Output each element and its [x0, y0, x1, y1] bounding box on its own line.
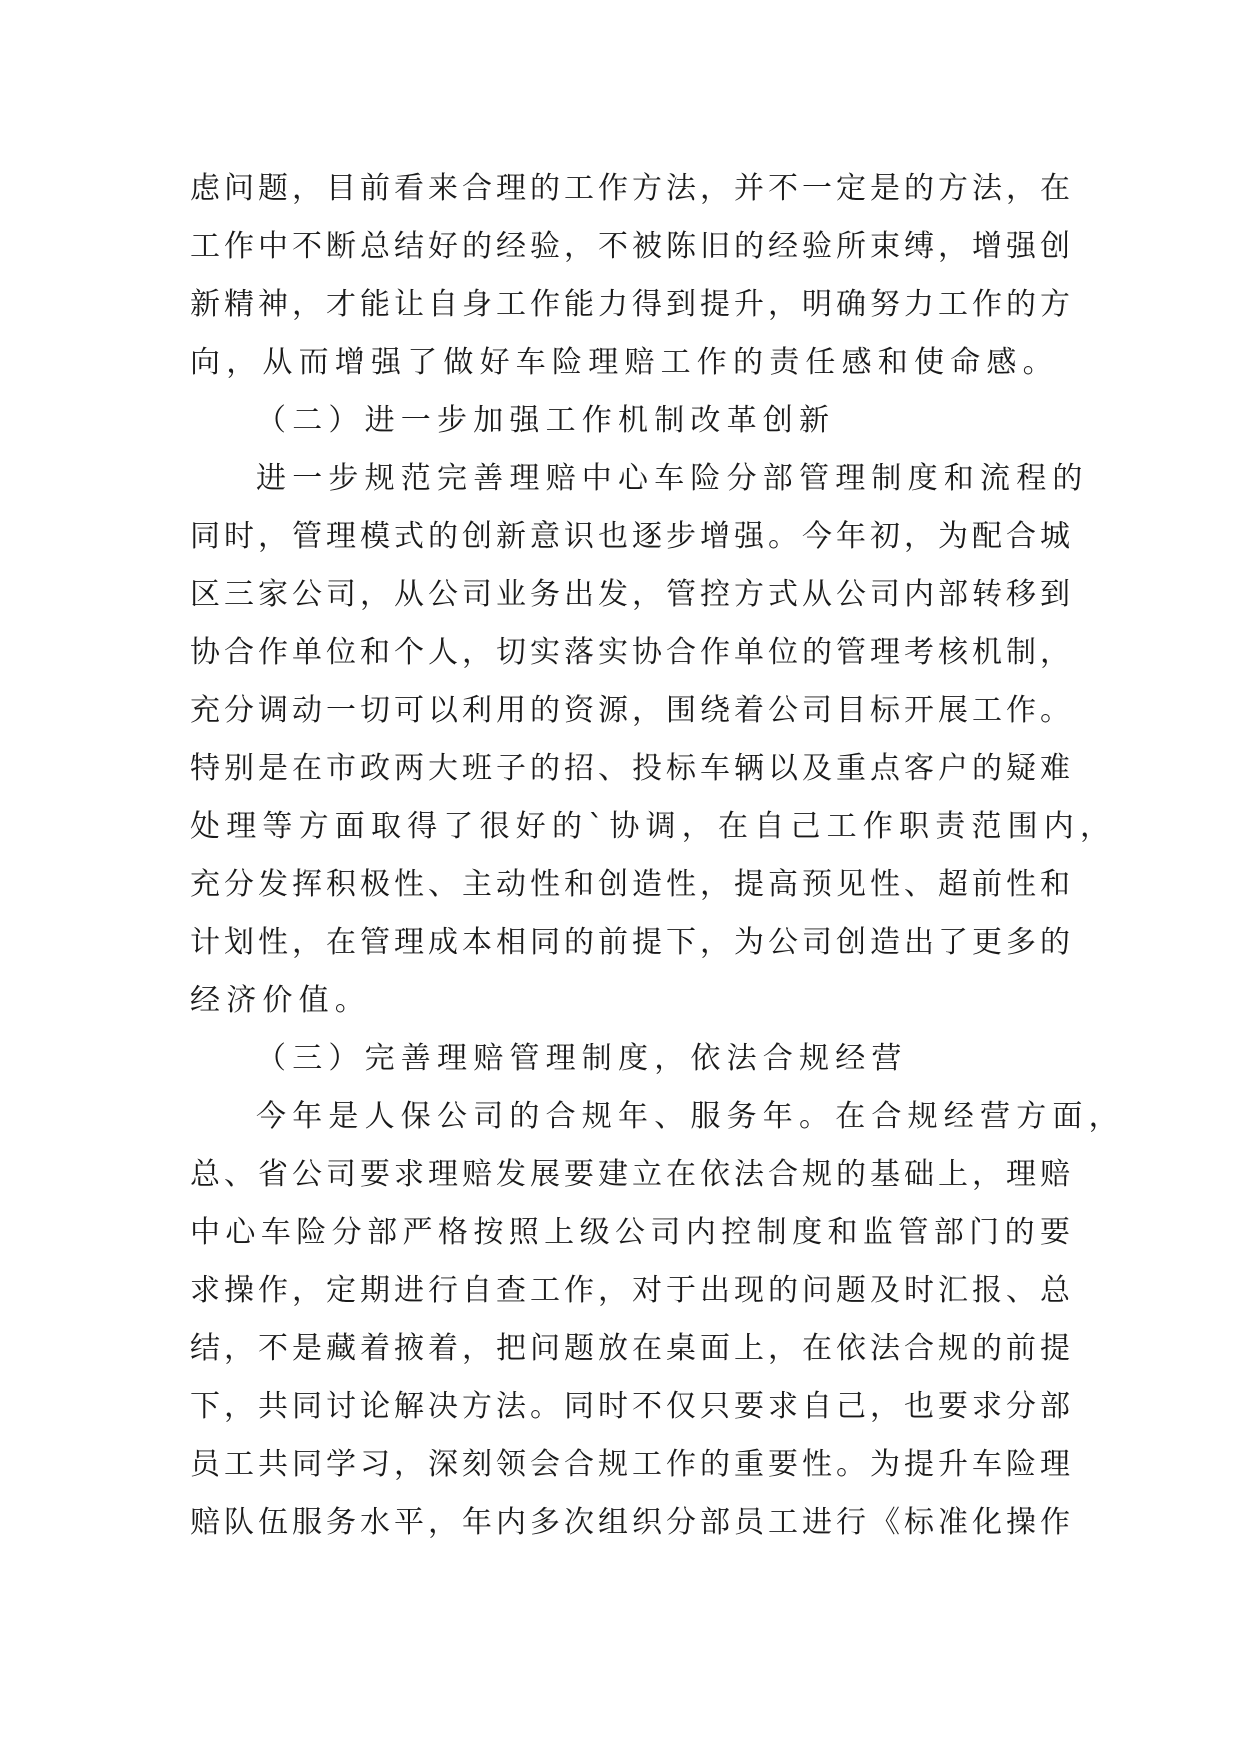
- text-line: 协合作单位和个人，切实落实协合作单位的管理考核机制，: [190, 635, 1070, 670]
- section-heading: [190, 392, 1070, 450]
- text-line: 区三家公司，从公司业务出发，管控方式从公司内部转移到: [190, 577, 1070, 612]
- text-line: 向，从而增强了做好车险理赔工作的责任感和使命感。: [190, 345, 1059, 380]
- paragraph: [190, 1088, 1125, 1552]
- paragraph-continued: [190, 160, 1070, 392]
- text-line: 特别是在市政两大班子的招、投标车辆以及重点客户的疑难: [190, 751, 1070, 786]
- text-line: 结，不是藏着掖着，把问题放在桌面上，在依法合规的前提: [190, 1331, 1070, 1366]
- text-line: 新精神，才能让自身工作能力得到提升，明确努力工作的方: [190, 287, 1070, 322]
- text-line: 虑问题，目前看来合理的工作方法，并不一定是的方法，在: [190, 171, 1070, 206]
- text-line: 充分发挥积极性、主动性和创造性，提高预见性、超前性和: [190, 867, 1070, 902]
- paragraph: [190, 450, 1117, 1030]
- text-line: 中心车险分部严格按照上级公司内控制度和监管部门的要: [190, 1215, 1070, 1250]
- text-line: 工作中不断总结好的经验，不被陈旧的经验所束缚，增强创: [190, 229, 1070, 264]
- text-line: 计划性，在管理成本相同的前提下，为公司创造出了更多的: [190, 925, 1070, 960]
- text-line: 进一步规范完善理赔中心车险分部管理制度和流程的: [256, 461, 1089, 496]
- section-heading-text: （三）完善理赔管理制度，依法合规经营: [256, 1041, 908, 1076]
- text-line: 下，共同讨论解决方法。同时不仅只要求自己，也要求分部: [190, 1389, 1070, 1424]
- text-line: 今年是人保公司的合规年、服务年。在合规经营方面，: [256, 1099, 1125, 1134]
- section-heading-text: （二）进一步加强工作机制改革创新: [256, 403, 836, 438]
- text-line: 赔队伍服务水平，年内多次组织分部员工进行《标准化操作: [190, 1505, 1070, 1540]
- text-line: 经济价值。: [190, 983, 371, 1018]
- section-heading: [190, 1030, 1070, 1088]
- text-line: 处理等方面取得了很好的`协调，在自己工作职责范围内，: [190, 809, 1117, 844]
- text-line: 同时，管理模式的创新意识也逐步增强。今年初，为配合城: [190, 519, 1070, 554]
- text-line: 求操作，定期进行自查工作，对于出现的问题及时汇报、总: [190, 1273, 1070, 1308]
- document-body: [190, 160, 1125, 1552]
- text-line: 总、省公司要求理赔发展要建立在依法合规的基础上，理赔: [190, 1157, 1070, 1192]
- text-line: 充分调动一切可以利用的资源，围绕着公司目标开展工作。: [190, 693, 1070, 728]
- text-line: 员工共同学习，深刻领会合规工作的重要性。为提升车险理: [190, 1447, 1070, 1482]
